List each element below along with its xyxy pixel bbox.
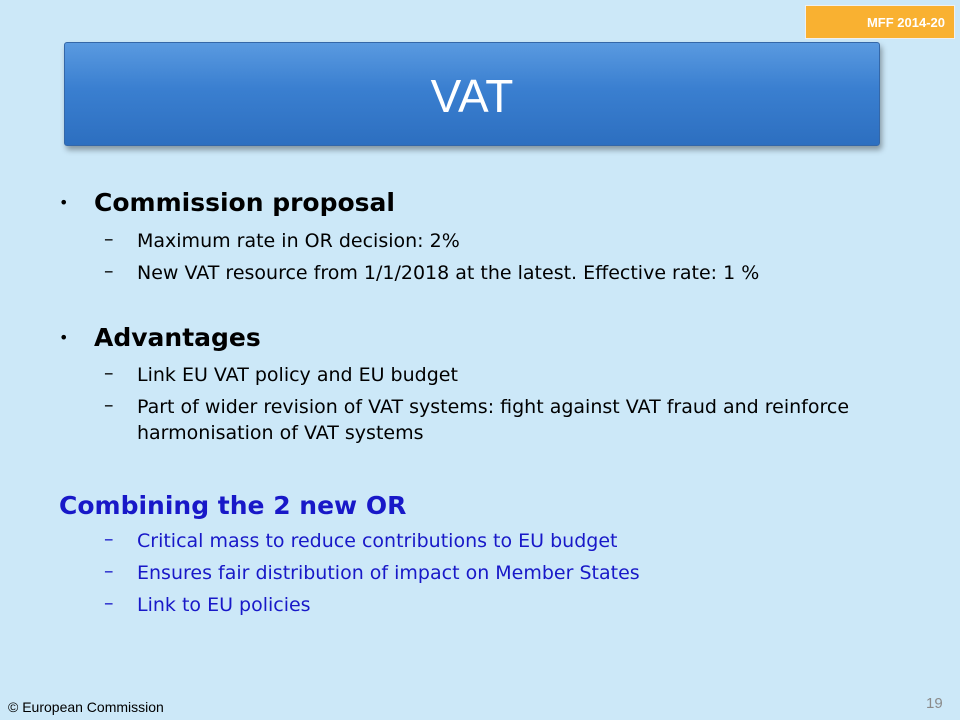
dash-icon: –: [104, 260, 114, 282]
dash-icon: –: [104, 362, 114, 384]
dash-icon: –: [104, 592, 114, 614]
footer-copyright: © European Commission: [8, 699, 164, 715]
bullet-icon: •: [59, 328, 69, 347]
slide-title: VAT: [430, 70, 514, 122]
list-item: Link to EU policies: [137, 594, 311, 616]
dash-icon: –: [104, 528, 114, 550]
list-item: Part of wider revision of VAT systems: fight against VAT fraud and reinforce harmonisation of VAT systems: [137, 396, 850, 444]
section-heading-commission-proposal: Commission proposal: [94, 188, 395, 217]
list-item: Link EU VAT policy and EU budget: [137, 364, 458, 386]
bullet-icon: •: [59, 193, 69, 212]
page-number: 19: [926, 695, 943, 712]
dash-icon: –: [104, 228, 114, 250]
dash-icon: –: [104, 394, 114, 416]
dash-icon: –: [104, 560, 114, 582]
mff-badge: MFF 2014-20: [805, 5, 955, 39]
list-item: Critical mass to reduce contributions to EU budget: [137, 530, 618, 552]
list-item: Maximum rate in OR decision: 2%: [137, 230, 460, 252]
list-item: Ensures fair distribution of impact on Member States: [137, 562, 640, 584]
section-heading-advantages: Advantages: [94, 323, 261, 352]
list-item: New VAT resource from 1/1/2018 at the latest. Effective rate: 1 %: [137, 262, 760, 284]
title-banner: [64, 42, 880, 146]
section-heading-combining: Combining the 2 new OR: [59, 491, 407, 520]
